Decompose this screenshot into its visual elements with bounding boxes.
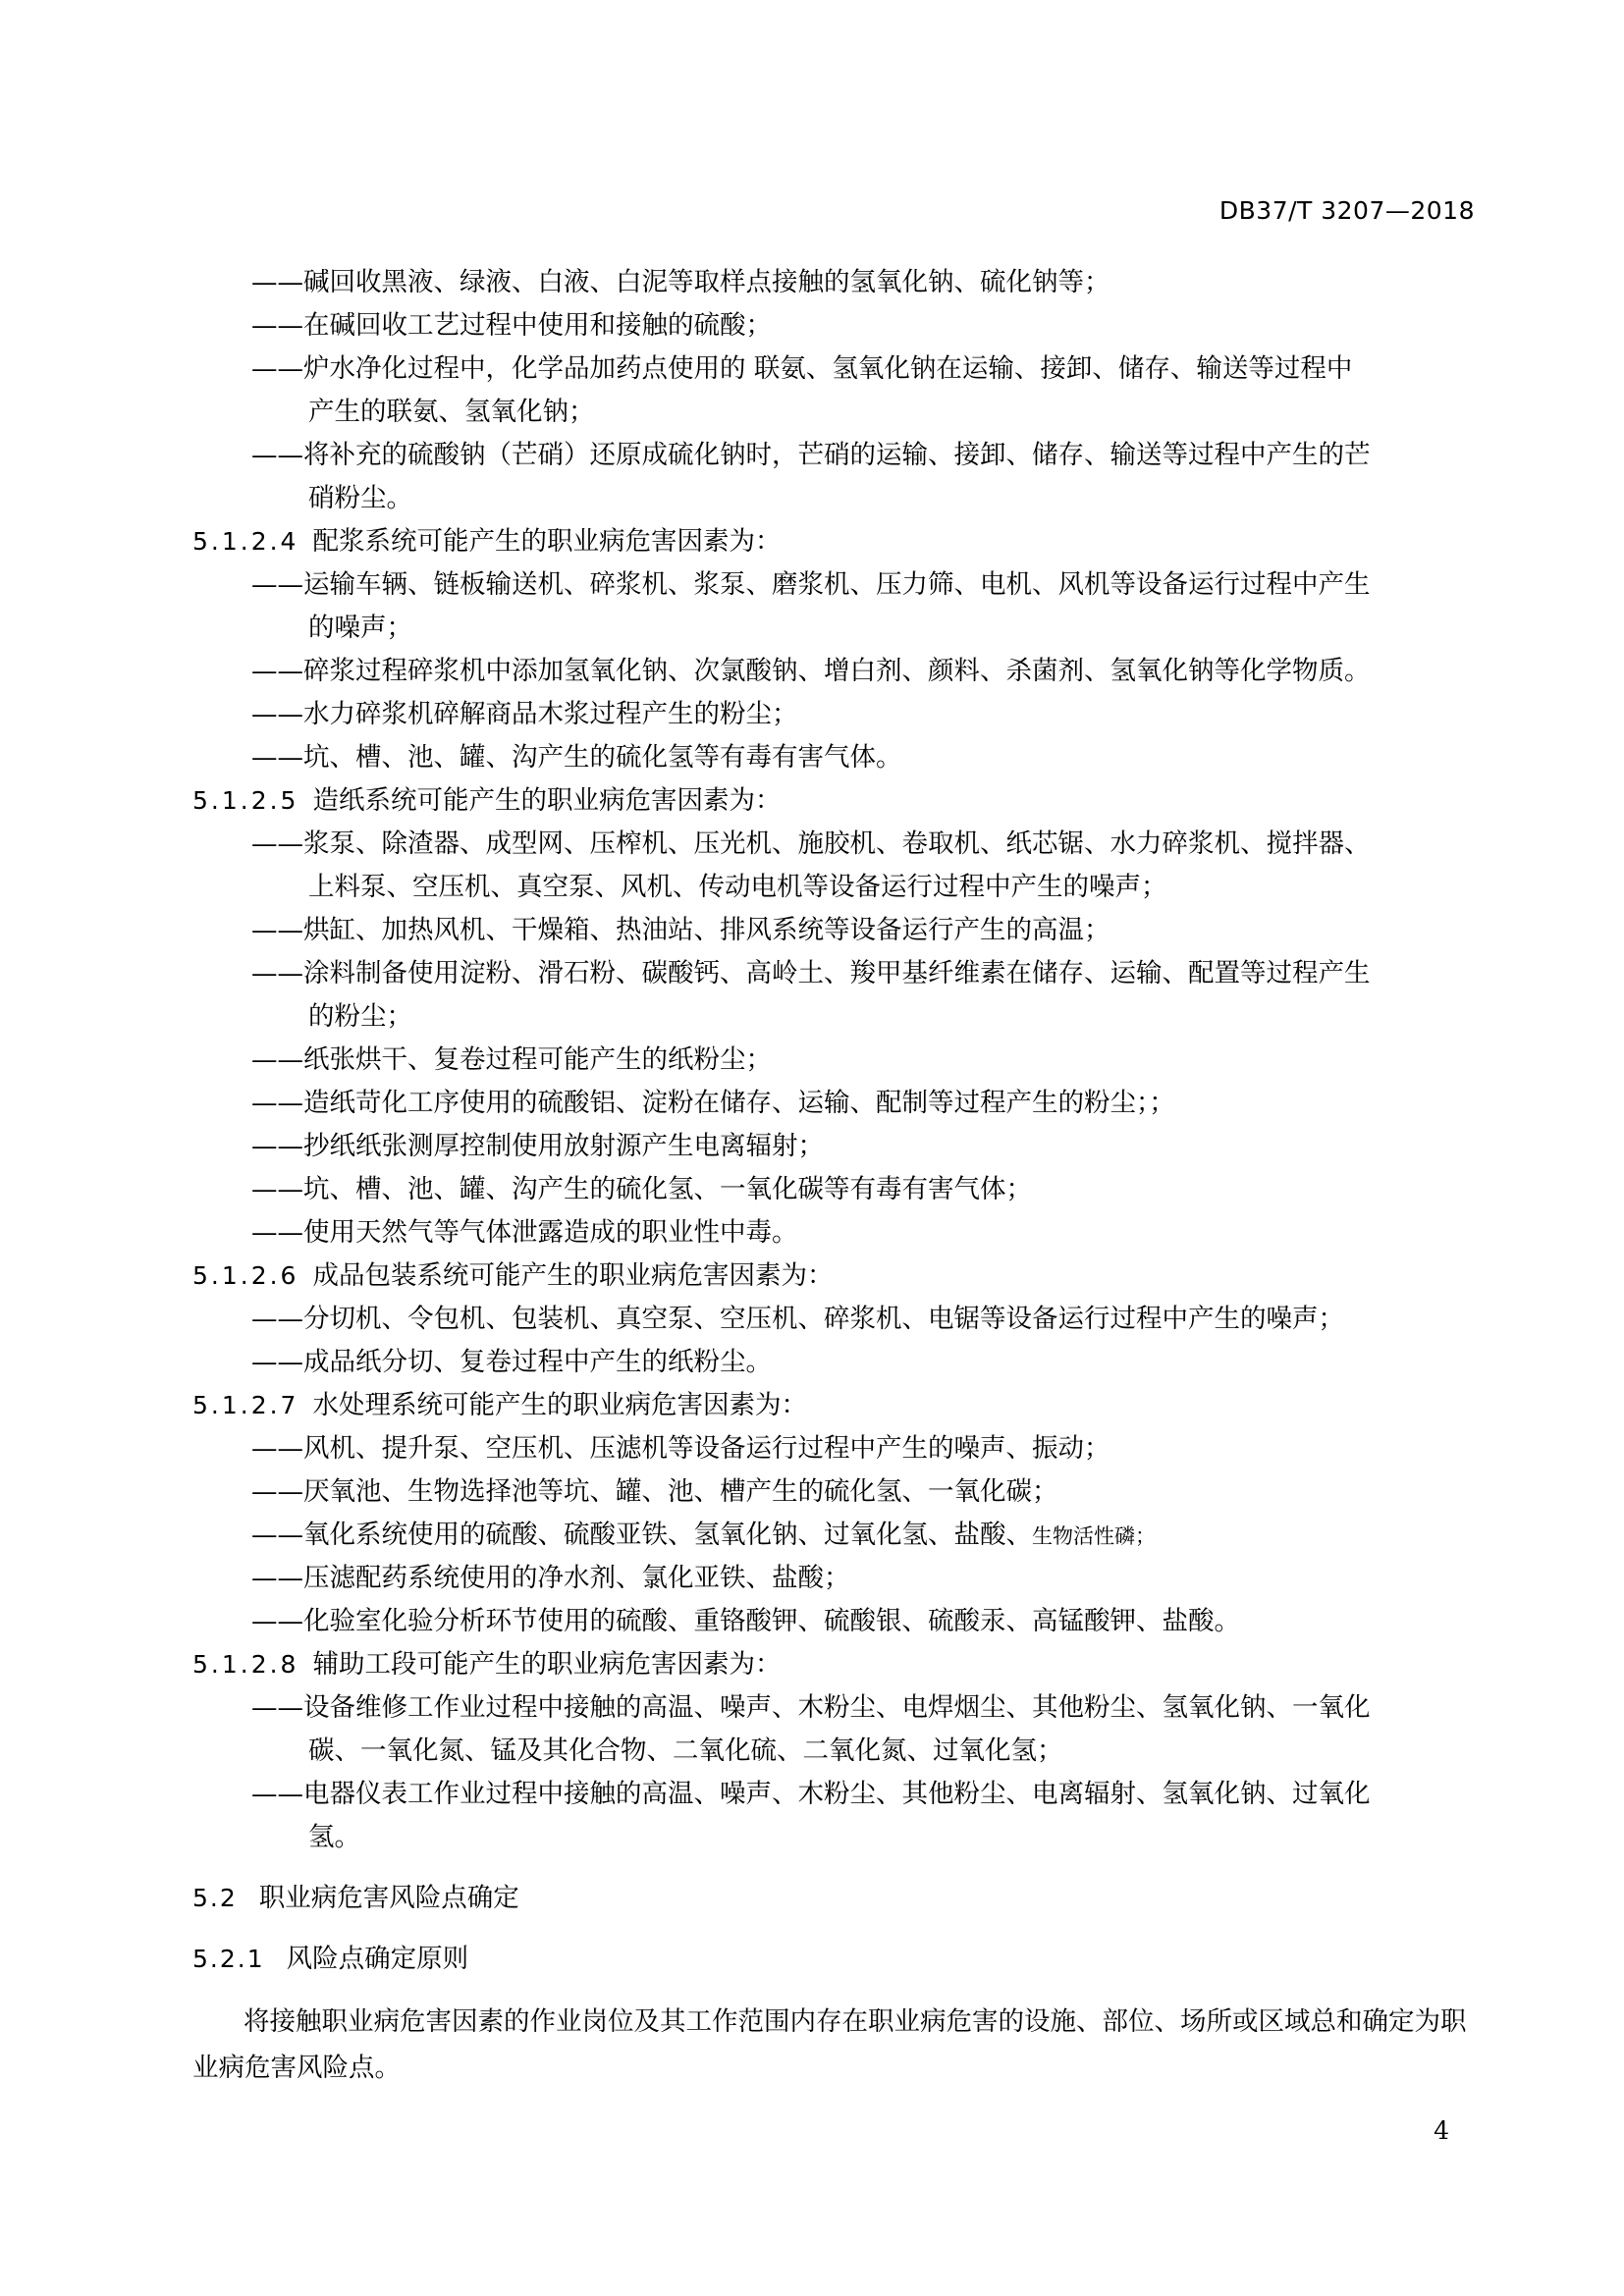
clause-text: 配浆系统可能产生的职业病危害因素为： xyxy=(312,526,782,557)
list-item-text: ——碱回收黑液、绿液、白液、白泥等取样点接触的氢氧化钠、硫化钠等； xyxy=(251,267,1110,297)
list-item xyxy=(192,823,1481,866)
list-item xyxy=(192,1039,1481,1082)
list-item-text: ——在碱回收工艺过程中使用和接触的硫酸； xyxy=(251,310,772,341)
clause-number: 5.1.2.7 xyxy=(192,1391,299,1419)
list-item-text: ——将补充的硫酸钠（芒硝）还原成硫化钠时，芒硝的运输、接卸、储存、输送等过程中产生的芒 xyxy=(251,440,1371,470)
clause-heading xyxy=(192,779,1481,823)
clause-number: 5.1.2.5 xyxy=(192,786,299,815)
list-item-text: ——成品纸分切、复卷过程中产生的纸粉尘。 xyxy=(251,1347,772,1377)
list-item-text: 的噪声； xyxy=(308,613,412,643)
document-code: DB37/T 3207—2018 xyxy=(1218,196,1475,225)
list-item xyxy=(192,563,1481,607)
list-item xyxy=(192,1773,1481,1816)
list-item xyxy=(192,1514,1481,1557)
list-item-text: ——电器仪表工作业过程中接触的高温、噪声、木粉尘、其他粉尘、电离辐射、氢氧化钠、过氧化 xyxy=(251,1779,1371,1809)
list-item xyxy=(192,261,1481,304)
list-item-text: ——化验室化验分析环节使用的硫酸、重铬酸钾、硫酸银、硫酸汞、高锰酸钾、盐酸。 xyxy=(251,1606,1240,1636)
list-item-text: ——坑、槽、池、罐、沟产生的硫化氢、一氧化碳等有毒有害气体； xyxy=(251,1174,1032,1204)
list-item-text: 碳、一氧化氮、锰及其化合物、二氧化硫、二氧化氮、过氧化氢； xyxy=(308,1735,1063,1766)
list-item-text: 硝粉尘。 xyxy=(308,483,412,513)
list-item-text: ——烘缸、加热风机、干燥箱、热油站、排风系统等设备运行产生的高温； xyxy=(251,915,1110,945)
clause-number: 5.1.2.8 xyxy=(192,1650,299,1679)
list-item xyxy=(192,1557,1481,1600)
list-item xyxy=(192,1298,1481,1341)
list-item-text: ——使用天然气等气体泄露造成的职业性中毒。 xyxy=(251,1217,798,1248)
document-body xyxy=(192,261,1481,2091)
list-item xyxy=(192,1686,1481,1730)
list-item-text: ——涂料制备使用淀粉、滑石粉、碳酸钙、高岭土、羧甲基纤维素在储存、运输、配置等过程产生 xyxy=(251,958,1371,988)
clause-text: 辅助工段可能产生的职业病危害因素为： xyxy=(312,1649,782,1680)
list-item-text: ——压滤配药系统使用的净水剂、氯化亚铁、盐酸； xyxy=(251,1563,850,1593)
section-number: 5.2.1 xyxy=(192,1945,265,1973)
clause-heading xyxy=(192,1643,1481,1686)
list-item-text: ——运输车辆、链板输送机、碎浆机、浆泵、磨浆机、压力筛、电机、风机等设备运行过程中产生 xyxy=(251,569,1371,600)
section-heading-5-2 xyxy=(192,1877,1481,1920)
list-item-continuation xyxy=(192,1816,1481,1859)
list-item xyxy=(192,434,1481,477)
list-item-continuation xyxy=(192,477,1481,520)
list-item-text: ——设备维修工作业过程中接触的高温、噪声、木粉尘、电焊烟尘、其他粉尘、氢氧化钠、一氧化 xyxy=(251,1692,1371,1723)
list-item xyxy=(192,952,1481,995)
clause-text: 水处理系统可能产生的职业病危害因素为： xyxy=(312,1390,807,1420)
list-item-text: ——坑、槽、池、罐、沟产生的硫化氢等有毒有害气体。 xyxy=(251,742,902,773)
list-item xyxy=(192,736,1481,779)
list-item xyxy=(192,1341,1481,1384)
hazard-list xyxy=(192,261,1481,1859)
list-item xyxy=(192,347,1481,391)
list-item-continuation xyxy=(192,866,1481,909)
list-item-text: ——水力碎浆机碎解商品木浆过程产生的粉尘； xyxy=(251,699,798,729)
clause-heading xyxy=(192,520,1481,563)
list-item-text: ——造纸苛化工序使用的硫酸铝、淀粉在储存、运输、配制等过程产生的粉尘；； xyxy=(251,1088,1175,1118)
list-item xyxy=(192,1427,1481,1470)
list-item-text: ——氧化系统使用的硫酸、硫酸亚铁、氢氧化钠、过氧化氢、盐酸、 xyxy=(251,1520,1032,1550)
clause-heading xyxy=(192,1384,1481,1427)
list-item xyxy=(192,1168,1481,1211)
section-number: 5.2 xyxy=(192,1884,238,1912)
list-item-continuation xyxy=(192,607,1481,650)
list-item xyxy=(192,1082,1481,1125)
list-item xyxy=(192,304,1481,347)
list-item xyxy=(192,1211,1481,1255)
list-item-text: 上料泵、空压机、真空泵、风机、传动电机等设备运行过程中产生的噪声； xyxy=(308,872,1167,902)
list-item xyxy=(192,1470,1481,1514)
list-item xyxy=(192,693,1481,736)
clause-text: 造纸系统可能产生的职业病危害因素为： xyxy=(312,785,782,816)
list-item xyxy=(192,1125,1481,1168)
list-item-continuation xyxy=(192,995,1481,1039)
clause-number: 5.1.2.4 xyxy=(192,527,299,556)
list-item-text: ——炉水净化过程中，化学品加药点使用的 联氨、氢氧化钠在运输、接卸、储存、输送等过程中 xyxy=(251,353,1353,384)
list-item-continuation xyxy=(192,391,1481,434)
list-item xyxy=(192,909,1481,952)
list-item xyxy=(192,1600,1481,1643)
list-item-text: 的粉尘； xyxy=(308,1001,412,1032)
list-item-text: ——分切机、令包机、包装机、真空泵、空压机、碎浆机、电锯等设备运行过程中产生的噪声； xyxy=(251,1304,1344,1334)
list-item-text: ——厌氧池、生物选择池等坑、罐、池、槽产生的硫化氢、一氧化碳； xyxy=(251,1476,1058,1507)
section-title: 职业病危害风险点确定 xyxy=(258,1883,519,1913)
section-title: 风险点确定原则 xyxy=(286,1944,469,1974)
page-number: 4 xyxy=(1434,2116,1449,2145)
body-paragraph: 将接触职业病危害因素的作业岗位及其工作范围内存在职业病危害的设施、部位、场所或区域总和确定为职业病危害风险点。 xyxy=(192,2006,1467,2083)
list-item-text: ——抄纸纸张测厚控制使用放射源产生电离辐射； xyxy=(251,1131,824,1161)
list-item-text: ——纸张烘干、复卷过程可能产生的纸粉尘； xyxy=(251,1044,772,1075)
list-item-text: 产生的联氨、氢氧化钠； xyxy=(308,397,595,427)
list-item xyxy=(192,650,1481,693)
section-heading-5-2-1 xyxy=(192,1938,1481,1981)
list-item-text: ——碎浆过程碎浆机中添加氢氧化钠、次氯酸钠、增白剂、颜料、杀菌剂、氢氧化钠等化学物质。 xyxy=(251,656,1371,686)
clause-heading xyxy=(192,1255,1481,1298)
list-item-continuation xyxy=(192,1730,1481,1773)
clause-number: 5.1.2.6 xyxy=(192,1261,299,1290)
list-item-text: 氢。 xyxy=(308,1822,360,1852)
clause-text: 成品包装系统可能产生的职业病危害因素为： xyxy=(312,1260,834,1291)
list-item-text: ——浆泵、除渣器、成型网、压榨机、压光机、施胶机、卷取机、纸芯锯、水力碎浆机、搅拌器、 xyxy=(251,828,1371,859)
list-item-text: ——风机、提升泵、空压机、压滤机等设备运行过程中产生的噪声、振动； xyxy=(251,1433,1110,1464)
list-item-small-text: 生物活性磷； xyxy=(1032,1524,1156,1548)
